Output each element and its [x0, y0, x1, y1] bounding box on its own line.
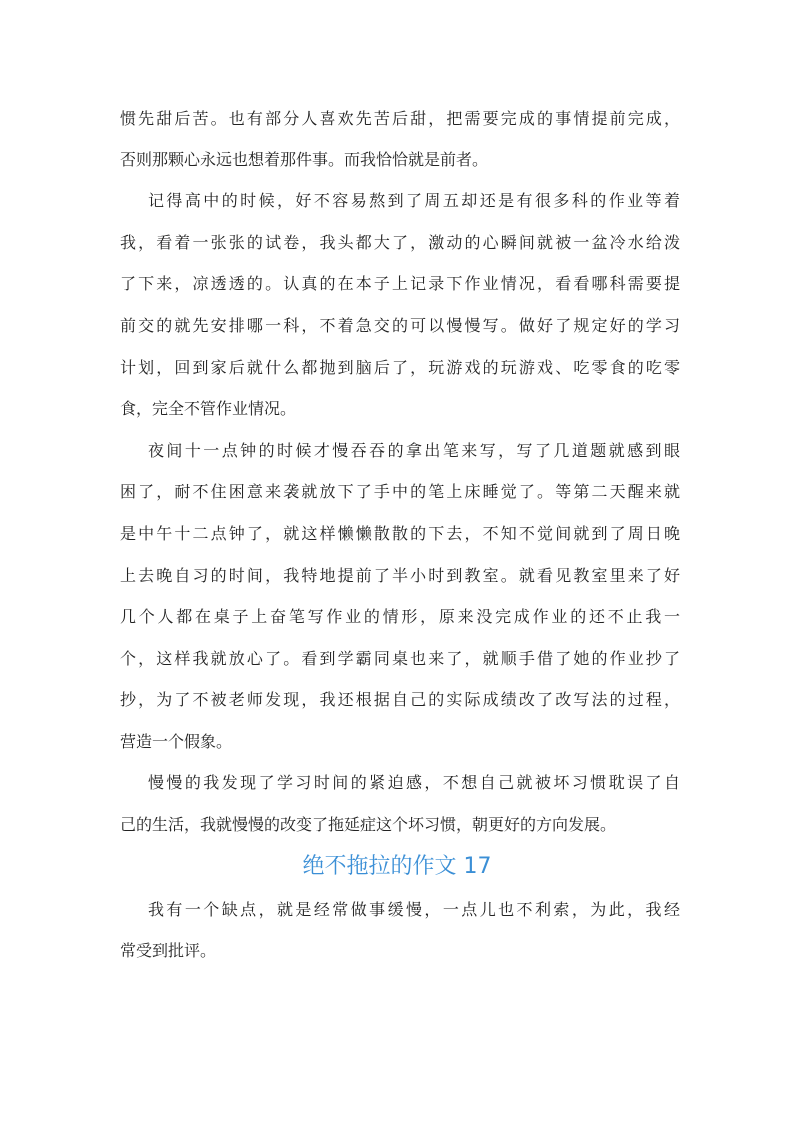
essay-17-line-2: 常受到批评。 [120, 941, 217, 960]
paragraph-4-line-1: 慢慢的我发现了学习时间的紧迫感，不想自己就被坏习惯耽误了自 [148, 773, 680, 792]
paragraph-3-line-3: 是中午十二点钟了，就这样懒懒散散的下去，不知不觉间就到了周日晚 [120, 524, 680, 543]
paragraph-2-line-2: 我，看着一张张的试卷，我头都大了，激动的心瞬间就被一盆冷水给泼 [120, 233, 680, 252]
paragraph-1-line-2: 否则那颗心永远也想着那件事。而我恰恰就是前者。 [120, 150, 489, 169]
paragraph-2-line-4: 前交的就先安排哪一科，不着急交的可以慢慢写。做好了规定好的学习 [120, 316, 680, 335]
paragraph-1-line-1: 惯先甜后苦。也有部分人喜欢先苦后甜，把需要完成的事情提前完成， [120, 109, 680, 128]
paragraph-2-line-6: 食，完全不管作业情况。 [120, 399, 297, 418]
paragraph-3-line-4: 上去晚自习的时间，我特地提前了半小时到教室。就看见教室里来了好 [120, 566, 680, 585]
paragraph-3-line-8: 营造一个假象。 [120, 732, 233, 751]
paragraph-2-line-1: 记得高中的时候，好不容易熬到了周五却还是有很多科的作业等着 [148, 191, 680, 210]
essay-heading: 绝不拖拉的作文 17 [302, 854, 492, 879]
paragraph-3-line-7: 抄，为了不被老师发现，我还根据自己的实际成绩改了改写法的过程， [120, 690, 680, 709]
essay-17-line-1: 我有一个缺点，就是经常做事缓慢，一点儿也不利索，为此，我经 [148, 900, 680, 919]
paragraph-4-line-2: 己的生活，我就慢慢的改变了拖延症这个坏习惯，朝更好的方向发展。 [120, 815, 617, 834]
paragraph-3-line-2: 困了，耐不住困意来袭就放下了手中的笔上床睡觉了。等第二天醒来就 [120, 482, 680, 501]
paragraph-3-line-6: 个，这样我就放心了。看到学霸同桌也来了，就顺手借了她的作业抄了 [120, 649, 680, 668]
paragraph-3-line-1: 夜间十一点钟的时候才慢吞吞的拿出笔来写，写了几道题就感到眼 [148, 441, 680, 460]
paragraph-2-line-3: 了下来，凉透透的。认真的在本子上记录下作业情况，看看哪科需要提 [120, 274, 680, 293]
paragraph-2-line-5: 计划，回到家后就什么都抛到脑后了，玩游戏的玩游戏、吃零食的吃零 [120, 358, 680, 377]
paragraph-3-line-5: 几个人都在桌子上奋笔写作业的情形，原来没完成作业的还不止我一 [120, 607, 680, 626]
